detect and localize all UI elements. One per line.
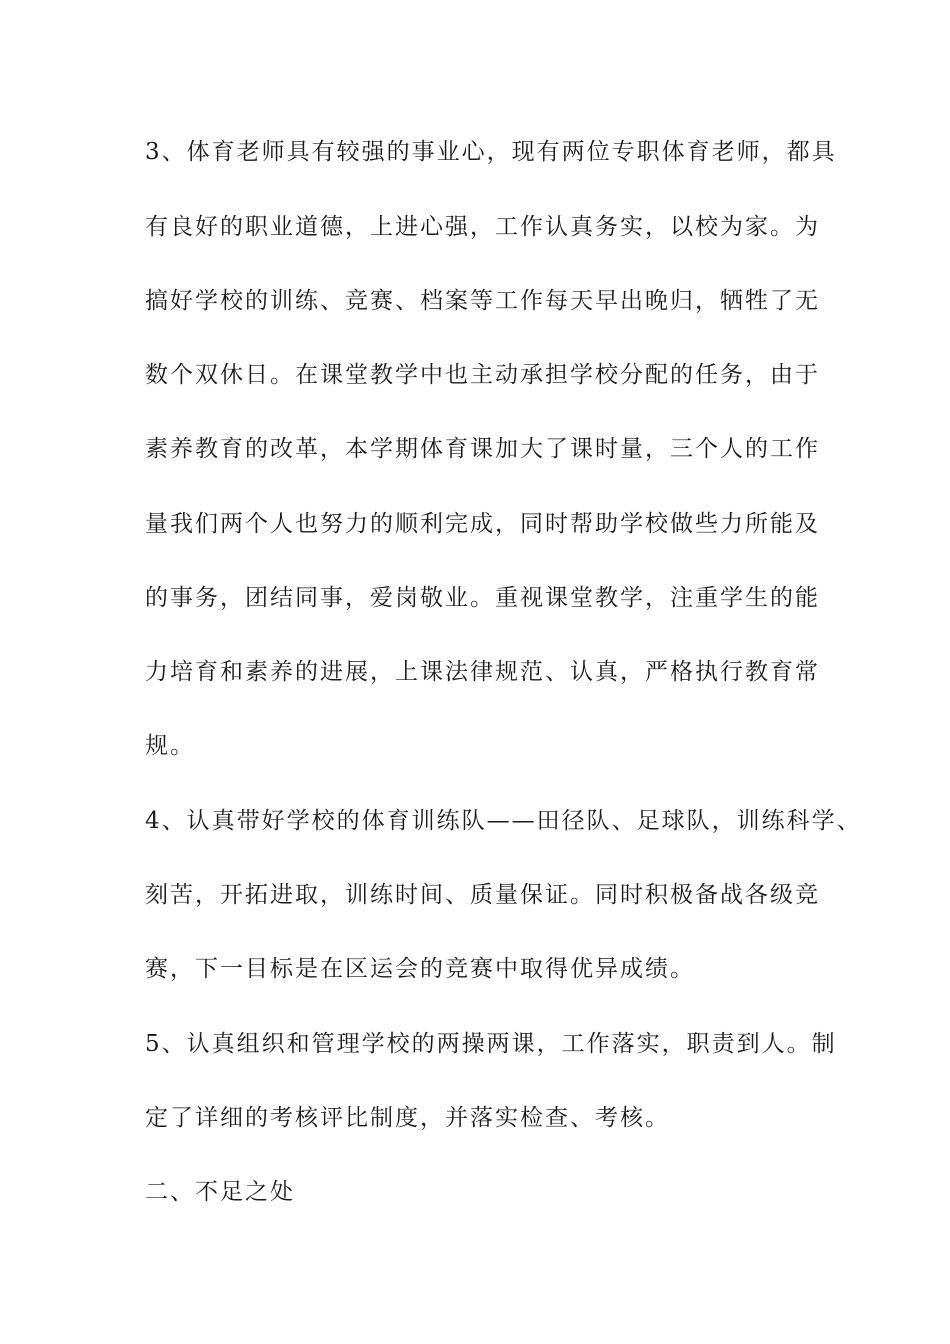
- paragraph-4-line-3: 赛，下一目标是在区运会的竞赛中取得优异成绩。: [145, 956, 695, 982]
- paragraph-3-line-3: 搞好学校的训练、竞赛、档案等工作每天早出晚归，牺牲了无: [145, 288, 820, 314]
- paragraph-3-line-2: 有良好的职业道德，上进心强，工作认真务实，以校为家。为: [145, 214, 820, 240]
- paragraph-3-line-1: 3、体育老师具有较强的事业心，现有两位专职体育老师，都具: [145, 139, 837, 165]
- paragraph-3-line-6: 量我们两个人也努力的顺利完成，同时帮助学校做些力所能及: [145, 511, 820, 537]
- paragraph-3-line-4: 数个双休日。在课堂教学中也主动承担学校分配的任务，由于: [145, 362, 820, 388]
- paragraph-3-line-9: 规。: [145, 733, 195, 759]
- paragraph-3-line-7: 的事务，团结同事，爱岗敬业。重视课堂教学，注重学生的能: [145, 585, 820, 611]
- paragraph-4-line-1: 4、认真带好学校的体育训练队——田径队、足球队，训练科学、: [145, 808, 862, 834]
- paragraph-5-line-1: 5、认真组织和管理学校的两操两课，工作落实，职责到人。制: [145, 1031, 837, 1057]
- paragraph-3-line-8: 力培育和素养的进展，上课法律规范、认真，严格执行教育常: [145, 659, 820, 685]
- paragraph-3-line-5: 素养教育的改革，本学期体育课加大了课时量，三个人的工作: [145, 436, 820, 462]
- paragraph-5-line-2: 定了详细的考核评比制度，并落实检查、考核。: [145, 1105, 670, 1131]
- paragraph-4-line-2: 刻苦，开拓进取，训练时间、质量保证。同时积极备战各级竞: [145, 882, 820, 908]
- section-heading-shortcomings: 二、不足之处: [145, 1179, 295, 1205]
